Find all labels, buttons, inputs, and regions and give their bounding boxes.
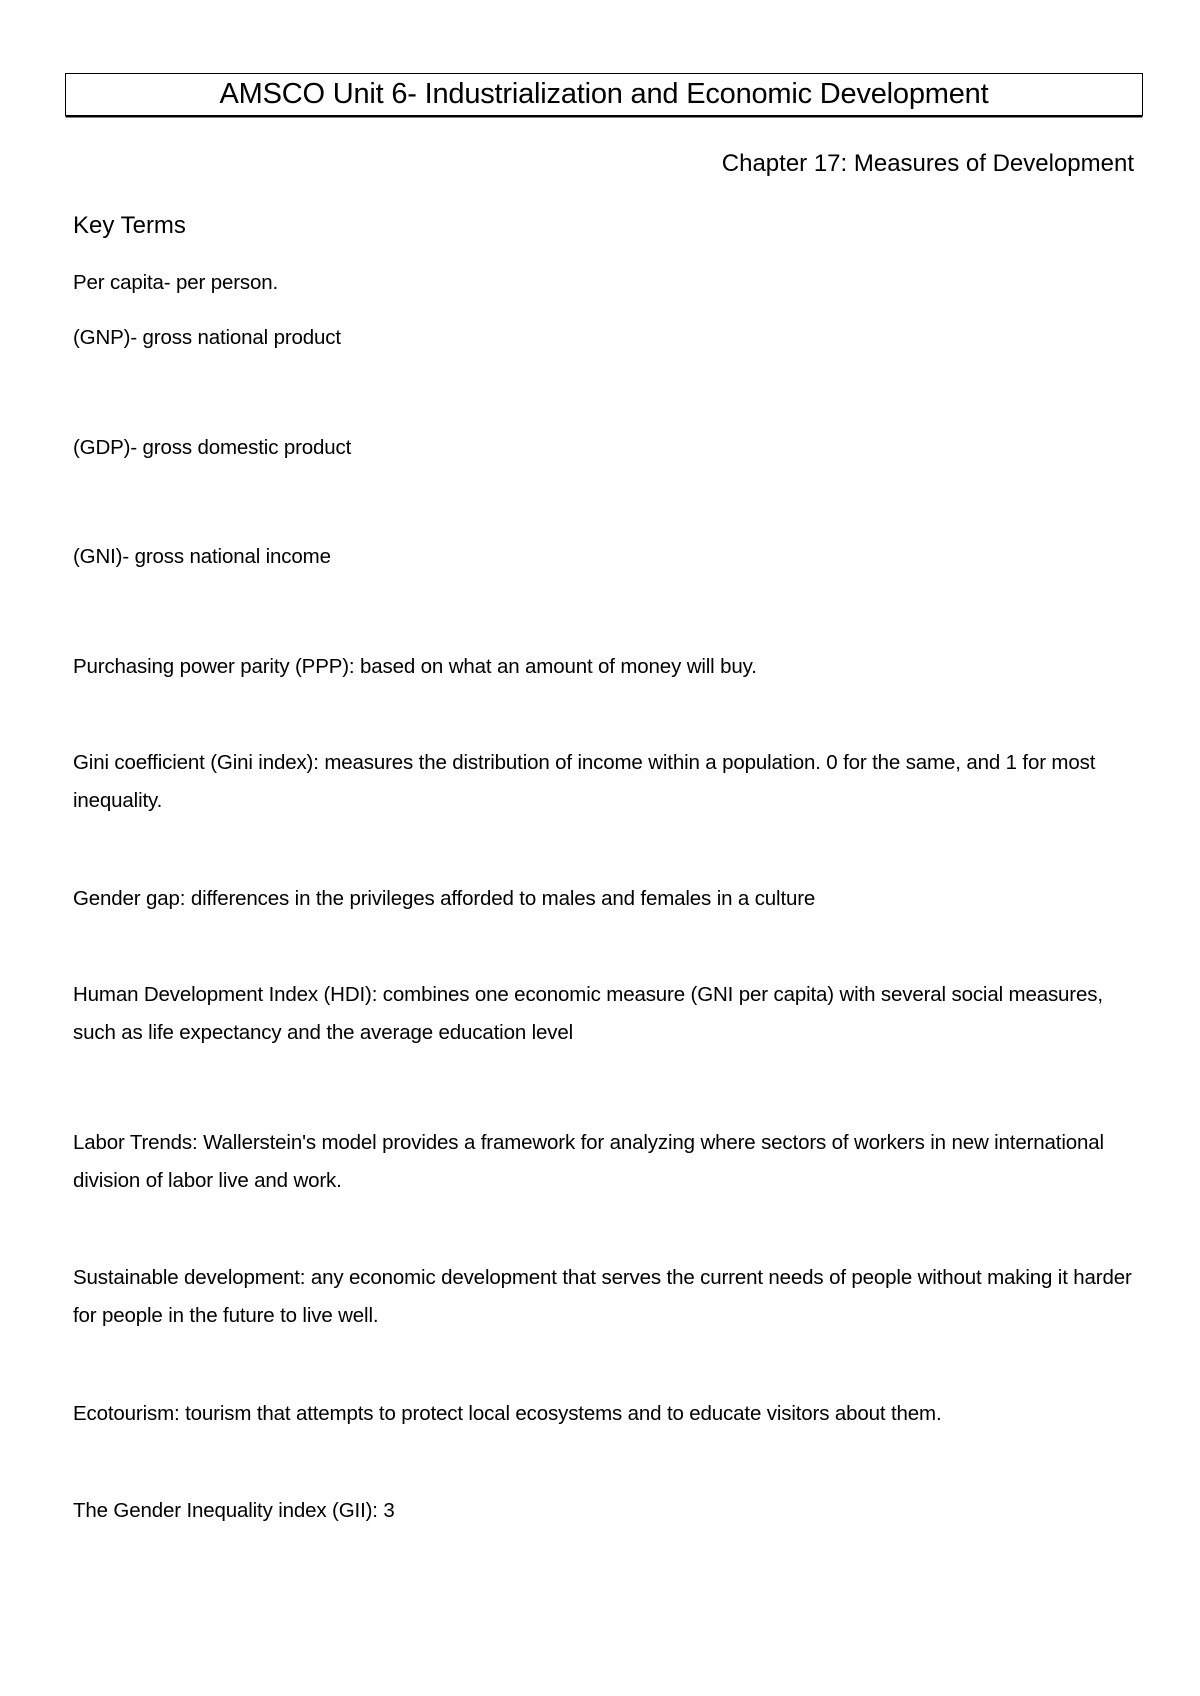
term-gnp: (GNP)- gross national product <box>73 326 341 349</box>
term-gdp: (GDP)- gross domestic product <box>73 436 352 459</box>
term-ecotourism: Ecotourism: tourism that attempts to protect local ecosystems and to educate visitors about them. <box>73 1402 942 1425</box>
term-hdi: Human Development Index (HDI): combines one economic measure (GNI per capita) with several social measures, such as life expectancy and the average education level <box>73 983 1103 1044</box>
term-gender-gap: Gender gap: differences in the privileges afforded to males and females in a culture <box>73 887 816 910</box>
term-sustainable-development: Sustainable development: any economic development that serves the current needs of people without making it harder for people in the future to live well. <box>73 1266 1132 1327</box>
term-gii: The Gender Inequality index (GII): 3 <box>73 1499 395 1522</box>
term-gni: (GNI)- gross national income <box>73 545 331 568</box>
term-per-capita: Per capita- per person. <box>73 271 279 294</box>
term-labor-trends: Labor Trends: Wallerstein's model provides a framework for analyzing where sectors of workers in new international division of labor live and work. <box>73 1131 1104 1192</box>
key-terms-heading: Key Terms <box>73 212 186 239</box>
chapter-heading: Chapter 17: Measures of Development <box>721 150 1134 177</box>
document-title: AMSCO Unit 6- Industrialization and Economic Development <box>219 78 989 110</box>
title-box <box>65 73 1143 116</box>
term-gini-coefficient: Gini coefficient (Gini index): measures the distribution of income within a population. 0 for the same, and 1 for most inequality. <box>73 751 1096 812</box>
term-ppp: Purchasing power parity (PPP): based on what an amount of money will buy. <box>73 655 757 678</box>
